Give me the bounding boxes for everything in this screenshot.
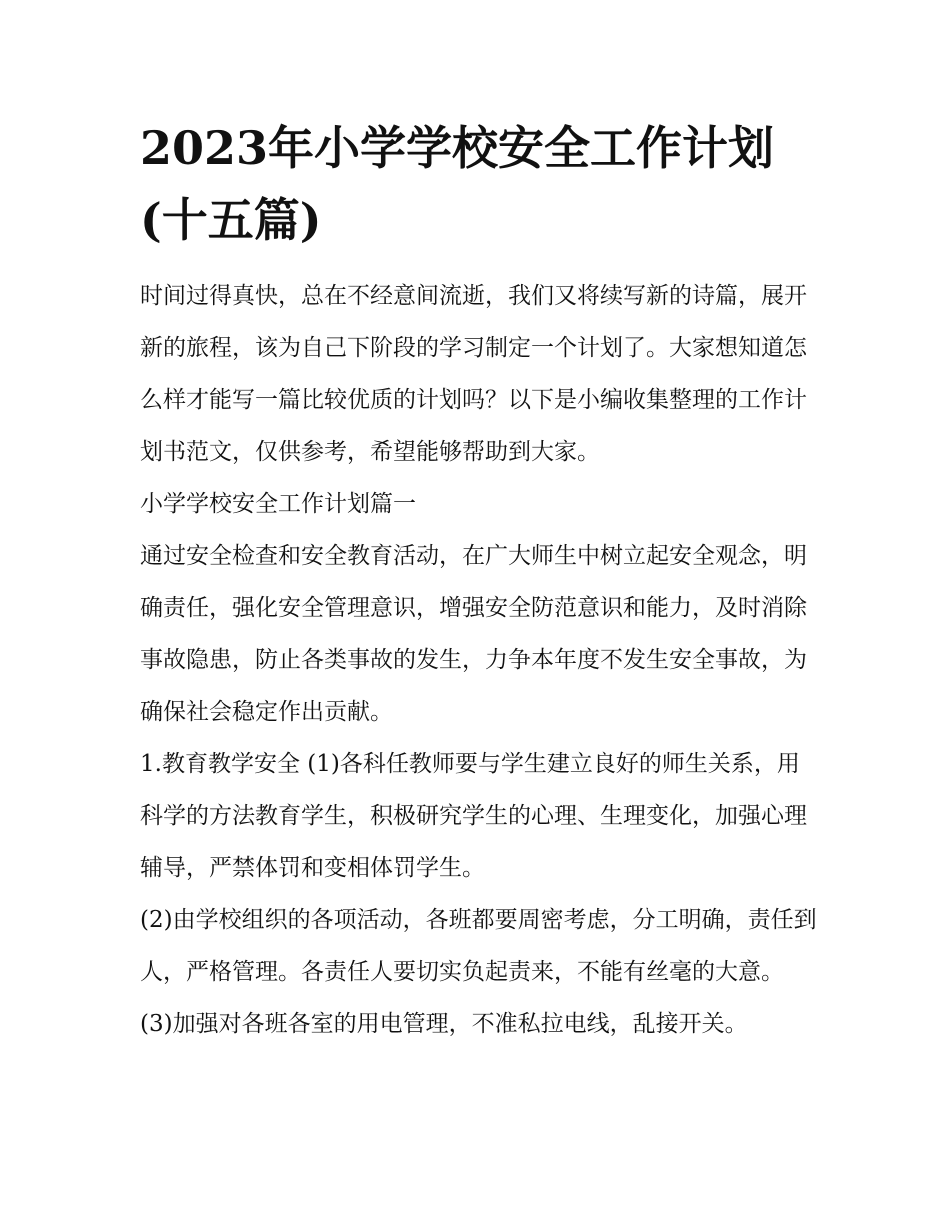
body-paragraph: 1.教育教学安全 (1)各科任教师要与学生建立良好的师生关系，用科学的方法教育学生，积极研究学生的心理、生理变化，加强心理辅导，严禁体罚和变相体罚学生。 [140, 751, 807, 881]
intro-paragraph: 时间过得真快，总在不经意间流逝，我们又将续写新的诗篇，展开新的旅程，该为自己下阶段的学习制定一个计划了。大家想知道怎么样才能写一篇比较优质的计划吗？以下是小编收集整理的工作计划书范文，仅供参考，希望能够帮助到大家。 [140, 283, 807, 465]
body-paragraph: 通过安全检查和安全教育活动，在广大师生中树立起安全观念，明确责任，强化安全管理意识，增强安全防范意识和能力，及时消除事故隐患，防止各类事故的发生，力争本年度不发生安全事故，为确保社会稳定作出贡献。 [140, 543, 807, 725]
document-title: 2023年小学学校安全工作计划(十五篇) [140, 121, 775, 247]
body-paragraph: (3)加强对各班各室的用电管理，不准私拉电线，乱接开关。 [140, 1011, 748, 1037]
body-paragraph: (2)由学校组织的各项活动，各班都要周密考虑，分工明确，责任到人，严格管理。各责任人要切实负起责来，不能有丝毫的大意。 [140, 907, 817, 985]
document-body [140, 112, 820, 1050]
section-heading: 小学学校安全工作计划篇一 [140, 491, 416, 517]
